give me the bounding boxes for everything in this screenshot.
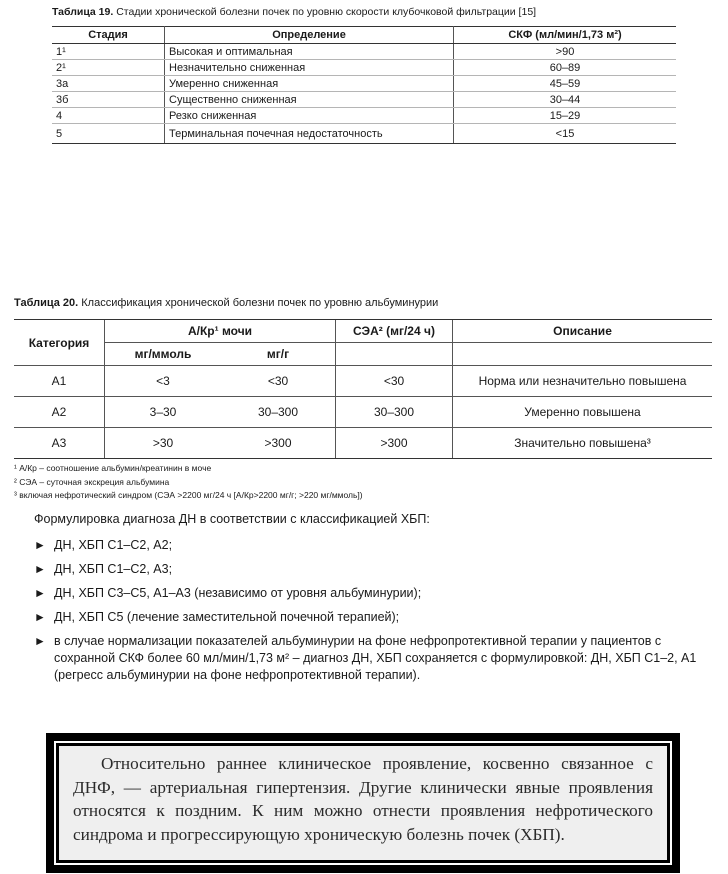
bullet-arrow-icon: ►: [34, 610, 46, 624]
table-row: 3б Существенно сниженная 30–44: [52, 92, 676, 108]
table20: [14, 319, 712, 459]
table-row: 1¹ Высокая и оптимальная >90: [52, 44, 676, 60]
table20-header-description-blank: [453, 343, 713, 366]
table20-header-mg-mmol: мг/ммоль: [105, 343, 222, 366]
table20-header-category: Категория: [14, 320, 105, 366]
table-row: 4 Резко сниженная 15–29: [52, 108, 676, 124]
table20-header-sea-blank: [336, 343, 453, 366]
diagnosis-title: Формулировка диагноза ДН в соответствии с классификацией ХБП:: [34, 512, 430, 526]
list-item: ► ДН, ХБП С5 (лечение заместительной почечной терапией);: [34, 610, 400, 624]
table20-footnote-2: ² СЭА – суточная экскреция альбумина: [14, 477, 170, 487]
table-row: 3а Умеренно сниженная 45–59: [52, 76, 676, 92]
scanned-excerpt-text: Относительно раннее клиническое проявление, косвенно связанное с ДНФ, — артериальная гипертензия. Другие клинически явные проявления относятся к поздним. К ним можно отнести проявления нефротического синдрома и прогрессирующую хроническую болезнь почек (ХБП).: [73, 754, 653, 844]
bullet-arrow-icon: ►: [34, 538, 46, 552]
table20-header-akr: А/Кр¹ мочи: [105, 320, 336, 343]
list-item: ► ДН, ХБП С3–С5, А1–А3 (независимо от уровня альбуминурии);: [34, 586, 422, 600]
list-item: ► ДН, ХБП С1–С2, А3;: [34, 562, 173, 576]
table-row: 2¹ Незначительно сниженная 60–89: [52, 60, 676, 76]
table20-header-mg-g: мг/г: [221, 343, 336, 366]
list-item: ► ДН, ХБП С1–С2, А2;: [34, 538, 173, 552]
bullet-arrow-icon: ►: [34, 634, 46, 648]
table-row: 5 Терминальная почечная недостаточность <15: [52, 124, 676, 144]
table20-header-description: Описание: [453, 320, 713, 343]
table19-header-gfr: СКФ (мл/мин/1,73 м²): [454, 27, 677, 44]
table19-header-stage: Стадия: [52, 27, 165, 44]
bullet-arrow-icon: ►: [34, 562, 46, 576]
bullet-arrow-icon: ►: [34, 586, 46, 600]
table19-caption: Таблица 19. Стадии хронической болезни почек по уровню скорости клубочковой фильтрации [15]: [52, 6, 537, 18]
list-item: ► в случае нормализации показателей альбуминурии на фоне нефропротективной терапии у пациентов с сохранной СКФ более 60 мл/мин/1,73 м² – диагноз ДН, ХБП сохраняется с формулировкой: ДН, ХБП С1–2, А1 (регресс альбуминурии на фоне нефропротективной терапии).: [34, 634, 697, 682]
table19-header-definition: Определение: [165, 27, 454, 44]
table-row: А1 <3 <30 <30 Норма или незначительно повышена: [14, 366, 712, 397]
table20-footnote-1: ¹ А/Кр – соотношение альбумин/креатинин в моче: [14, 463, 212, 473]
table20-header-sea: СЭА² (мг/24 ч): [336, 320, 453, 343]
table20-footnote-3: ³ включая нефротический синдром (СЭА >2200 мг/24 ч [А/Кр>2200 мг/г; >220 мг/ммоль]): [14, 490, 363, 500]
table19: [52, 26, 676, 144]
table20-caption: Таблица 20. Классификация хронической болезни почек по уровню альбуминурии: [14, 297, 439, 309]
table-row: А3 >30 >300 >300 Значительно повышена³: [14, 428, 712, 459]
scanned-excerpt-border: [54, 741, 672, 865]
scanned-excerpt-frame: [46, 733, 680, 873]
table-row: А2 3–30 30–300 30–300 Умеренно повышена: [14, 397, 712, 428]
scanned-excerpt-paper: [59, 746, 667, 860]
